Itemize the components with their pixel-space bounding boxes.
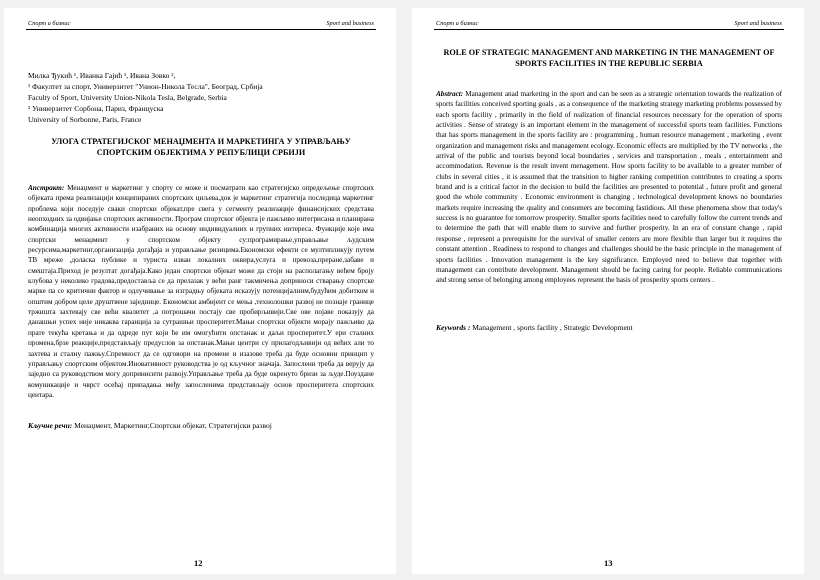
- abstract-text: Management anad marketing in the sport and can be seen as a strategic orientation towards the realization of sports facilities conceived sporting goals , as a consequence of the marketing strategy marketing problems possessed by each sports facility , primarily in the field of realization of financial resources necessary for the operation of sports activities . Sense of strategy is an important element in the management of successful sports team facilities. Functions that has sports management in the sports facility are : programming , human resource management , marketing , event organization and management risks and management ecology. Economic effects are multiplied by the TV networks , the arrival of the public and tourists beyond local boundaries , services and transportation , meals , entertainment and accommodation. Revenue is the result invent menagement. How sports facility to be available to a greater number of clubs in several cities , it is assumed that the transition to higher ranking competition contributes to creating a sports brand and is a critical factor in the decision to build the facilities are presented to potential , future profit and general good the whole community . Economic environment is changing , technological development knows no boundaries markets require increasing the quality and consumers are becoming fastidious. All these phenomena show that today's success is no guarantee for tomorrow prosperity. Smaller sports facilities need to carefully follow the current trends and to determine the path that will enable them to survive and further prosperity. In an era of constant change , rapid response , represent a prerequisite for the survival of smaller centers are more flexible than larger but it requires the constant attention . Readiness to respond to changes and challenges should be the basic principle in the management of sports facilities . Innovation management is the key significance. Employed need to believe that together with management can contribute development. Management should be facing caring for people. Reliable communications and strong sense of belonging among employees represent the basis of prosperity sports centers .: [436, 90, 782, 285]
- page-number: 12: [194, 558, 203, 568]
- keywords-label: Кључне речи:: [28, 421, 73, 430]
- keywords-label: Keywords :: [436, 323, 471, 332]
- keywords-text: Менаџмент, Маркетинг,Спортски објекат, Стратегијски развој: [72, 421, 272, 430]
- right-page: [412, 8, 804, 574]
- keywords: [436, 323, 782, 333]
- running-header-left: Спорт и бизнис: [28, 20, 71, 27]
- affiliation-line: Faculty of Sport, University Union-Nikola Tesla, Belgrade, Serbia: [28, 93, 227, 102]
- abstract-label: Abstract:: [436, 90, 464, 98]
- abstract: [436, 89, 782, 286]
- paper-title: УЛОГА СТРАТЕГИЈСКОГ МЕНАЏМЕНТА И МАРКЕТИНГА У УПРАВЉАЊУ СПОРТСКИМ ОБЈЕКТИМА У РЕПУБЛИЦИ СРБИЈИ: [51, 137, 351, 157]
- running-header-right: Sport and business: [326, 20, 374, 27]
- abstract-label: Апстракт:: [28, 184, 65, 192]
- left-page: [4, 8, 396, 574]
- keywords-text: Management , sports facility , Strategic Development: [470, 323, 633, 332]
- header-rule: [26, 29, 376, 30]
- authors-block: [28, 70, 374, 125]
- keywords: [28, 421, 374, 431]
- affiliation-line: ¹ Факултет за спорт, Универзитет "Унион-Никола Тесла", Београд, Србија: [28, 82, 263, 91]
- abstract-text: Менаџмент и маркетинг у спорту се може и посматрати као стратегијско опредељење спортских објеката према реализацији конципираних спортских циљева,док је маркетинг стратегија последица маркетинг проблема који поседује сваки спортски објекат,пре свега у сегменту реализације финансијских средстава неопходних за одвијање спортских активности. Програм спортског објекта је пажљиво интегрисана и планирана комбинација многих активности изабраних на основу индивидуалних и групних интереса. Функције које има спортски менаџмент у спортском објекту су:програмирање,управљање људским ресурсима,маркетинг,организација догађаја и управљање ризицима.Економски ефекти се мултипликују путем ТВ мреже ,доласка публике и туриста изван локалних оквира,услуга и превоза,преране,забаве и смештаја.Приход је резултат догађаја.Како један спортски објекат може да стоји на располагању већем броју клубова у неколико градова,предоставља се да прелазак у већи ранг такмичења доприноси стварању спортске марке па се критични фактор и одлучивање за изградњу објеката исказују потенцијалним,будућим добитком и општим добром целе друштвене заједнице. Економски амбијент се мења ,технолошки развој не познаје границе тржишта захтевају све већи квалитет ,а потрошачи постају све пробирљивији.Све ове појаве показују да данашњи успех није никаква гаранција за сутрашњи просперитет.Мањи спортски објекти морају пажљиво да прате текућа кретања и да одреде пут који ће им омогућити опстанак и даљи просперитет.У ери сталних промена,брзе реакције,представљају предуслов за опстанак.Мањи центри су прилагодљивији од већих али то захтева и сталну пажњу.Спремност да се одговори на промене и изазове треба да буде основни принцип у управљању спортским објектом.Иновативност руководства је од кључног значаја. Запослени треба да верују да заједно са руководством могу допринисити развоју.Управљање треба да буде окренуто бризи за људе.Поуздане комуникације и чврст осећај припадања међу запосленима представљају основ просперитета спортских центара.: [28, 184, 374, 399]
- paper-title: ROLE OF STRATEGIC MANAGEMENT AND MARKETING IN THE MANAGEMENT OF SPORTS FACILITIES IN THE REPUBLIC SERBIA: [443, 48, 775, 68]
- page-number: 13: [604, 558, 613, 568]
- header-rule: [434, 29, 784, 30]
- affiliation-line: ² Универзитет Сорбона, Париз, Француска: [28, 104, 164, 113]
- running-header-left: Спорт и бизнис: [436, 20, 479, 27]
- author-line: Милка Ђукић ¹, Иванка Гајић ¹, Ивана Зовко ²,: [28, 71, 176, 80]
- running-header-right: Sport and business: [734, 20, 782, 27]
- affiliation-line: University of Sorbonne, Paris, France: [28, 115, 142, 124]
- abstract: [28, 183, 374, 400]
